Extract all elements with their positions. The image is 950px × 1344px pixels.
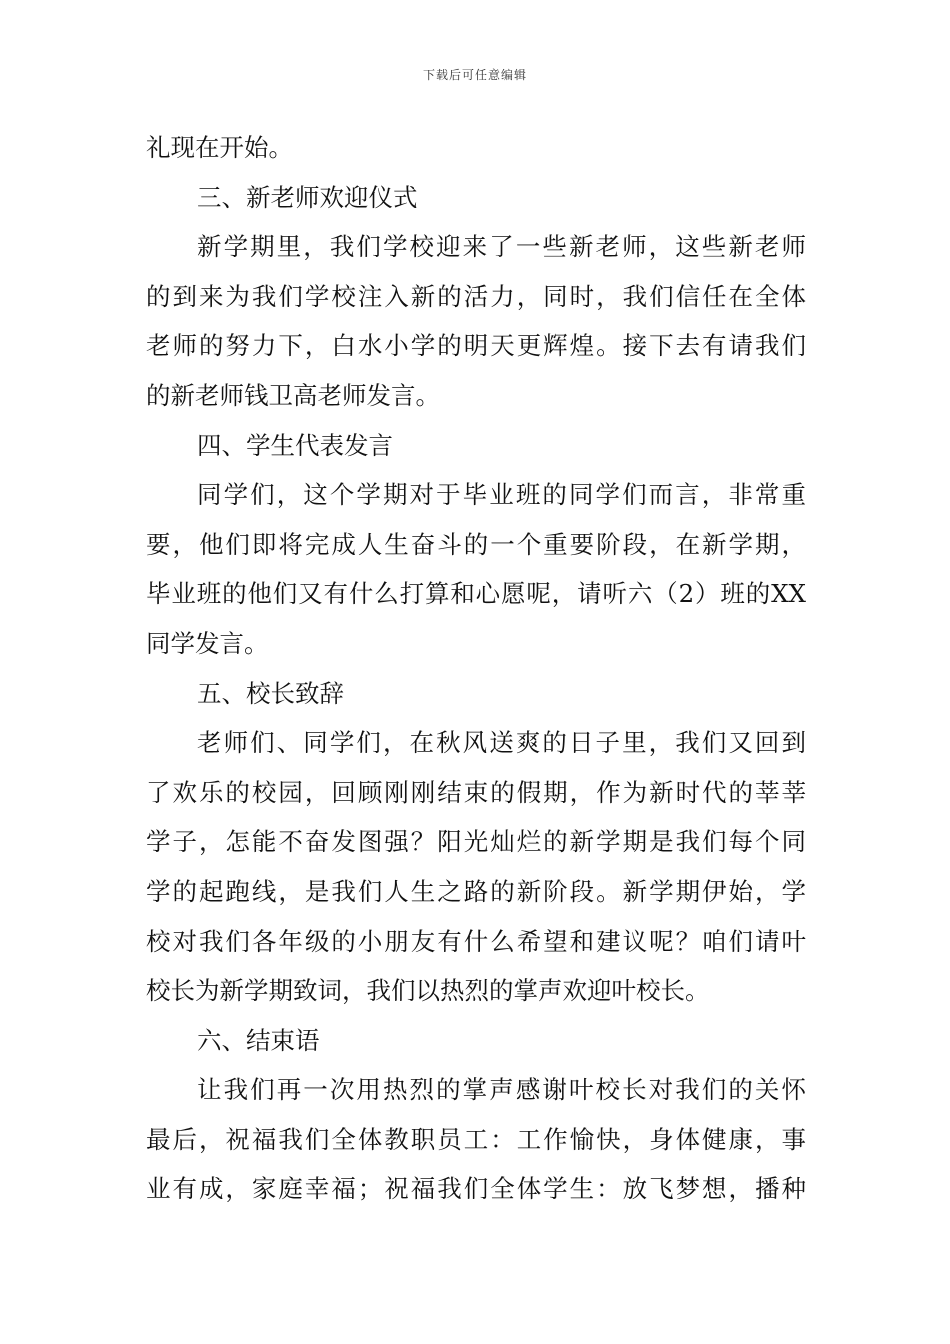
text-line: 毕业班的他们又有什么打算和心愿呢，请听六（2）班的XX — [146, 579, 806, 609]
section-heading-3: 三、新老师欢迎仪式 — [197, 182, 418, 212]
text-line: 学子，怎能不奋发图强？阳光灿烂的新学期是我们每个同 — [146, 827, 806, 857]
text-line: 学的起跑线，是我们人生之路的新阶段。新学期伊始，学 — [146, 876, 806, 906]
text-line: 要，他们即将完成人生奋斗的一个重要阶段，在新学期， — [146, 529, 806, 559]
text-line: 老师们、同学们，在秋风送爽的日子里，我们又回到 — [197, 728, 806, 758]
document-body — [146, 128, 806, 1219]
text-line: 校长为新学期致词，我们以热烈的掌声欢迎叶校长。 — [146, 976, 710, 1006]
text-line: 了欢乐的校园，回顾刚刚结束的假期，作为新时代的莘莘 — [146, 777, 806, 807]
text-line: 的到来为我们学校注入新的活力，同时，我们信任在全体 — [146, 281, 806, 311]
text-line: 同学发言。 — [146, 628, 269, 658]
text-line: 新学期里，我们学校迎来了一些新老师，这些新老师 — [197, 232, 806, 262]
text-line: 最后，祝福我们全体教职员工：工作愉快，身体健康，事 — [146, 1124, 806, 1154]
text-line: 的新老师钱卫高老师发言。 — [146, 380, 440, 410]
text-line: 同学们，这个学期对于毕业班的同学们而言，非常重 — [197, 480, 806, 510]
section-heading-6: 六、结束语 — [197, 1025, 320, 1055]
text-line: 业有成，家庭幸福；祝福我们全体学生：放飞梦想，播种 — [146, 1174, 806, 1204]
text-line: 校对我们各年级的小朋友有什么希望和建议呢？咱们请叶 — [146, 926, 806, 956]
text-line: 礼现在开始。 — [146, 133, 293, 162]
page-header: 下载后可任意编辑 — [422, 68, 527, 82]
text-line: 老师的努力下，白水小学的明天更辉煌。接下去有请我们 — [146, 331, 806, 361]
section-heading-5: 五、校长致辞 — [197, 678, 344, 708]
text-line: 让我们再一次用热烈的掌声感谢叶校长对我们的关怀 — [197, 1075, 806, 1105]
section-heading-4: 四、学生代表发言 — [197, 430, 393, 460]
